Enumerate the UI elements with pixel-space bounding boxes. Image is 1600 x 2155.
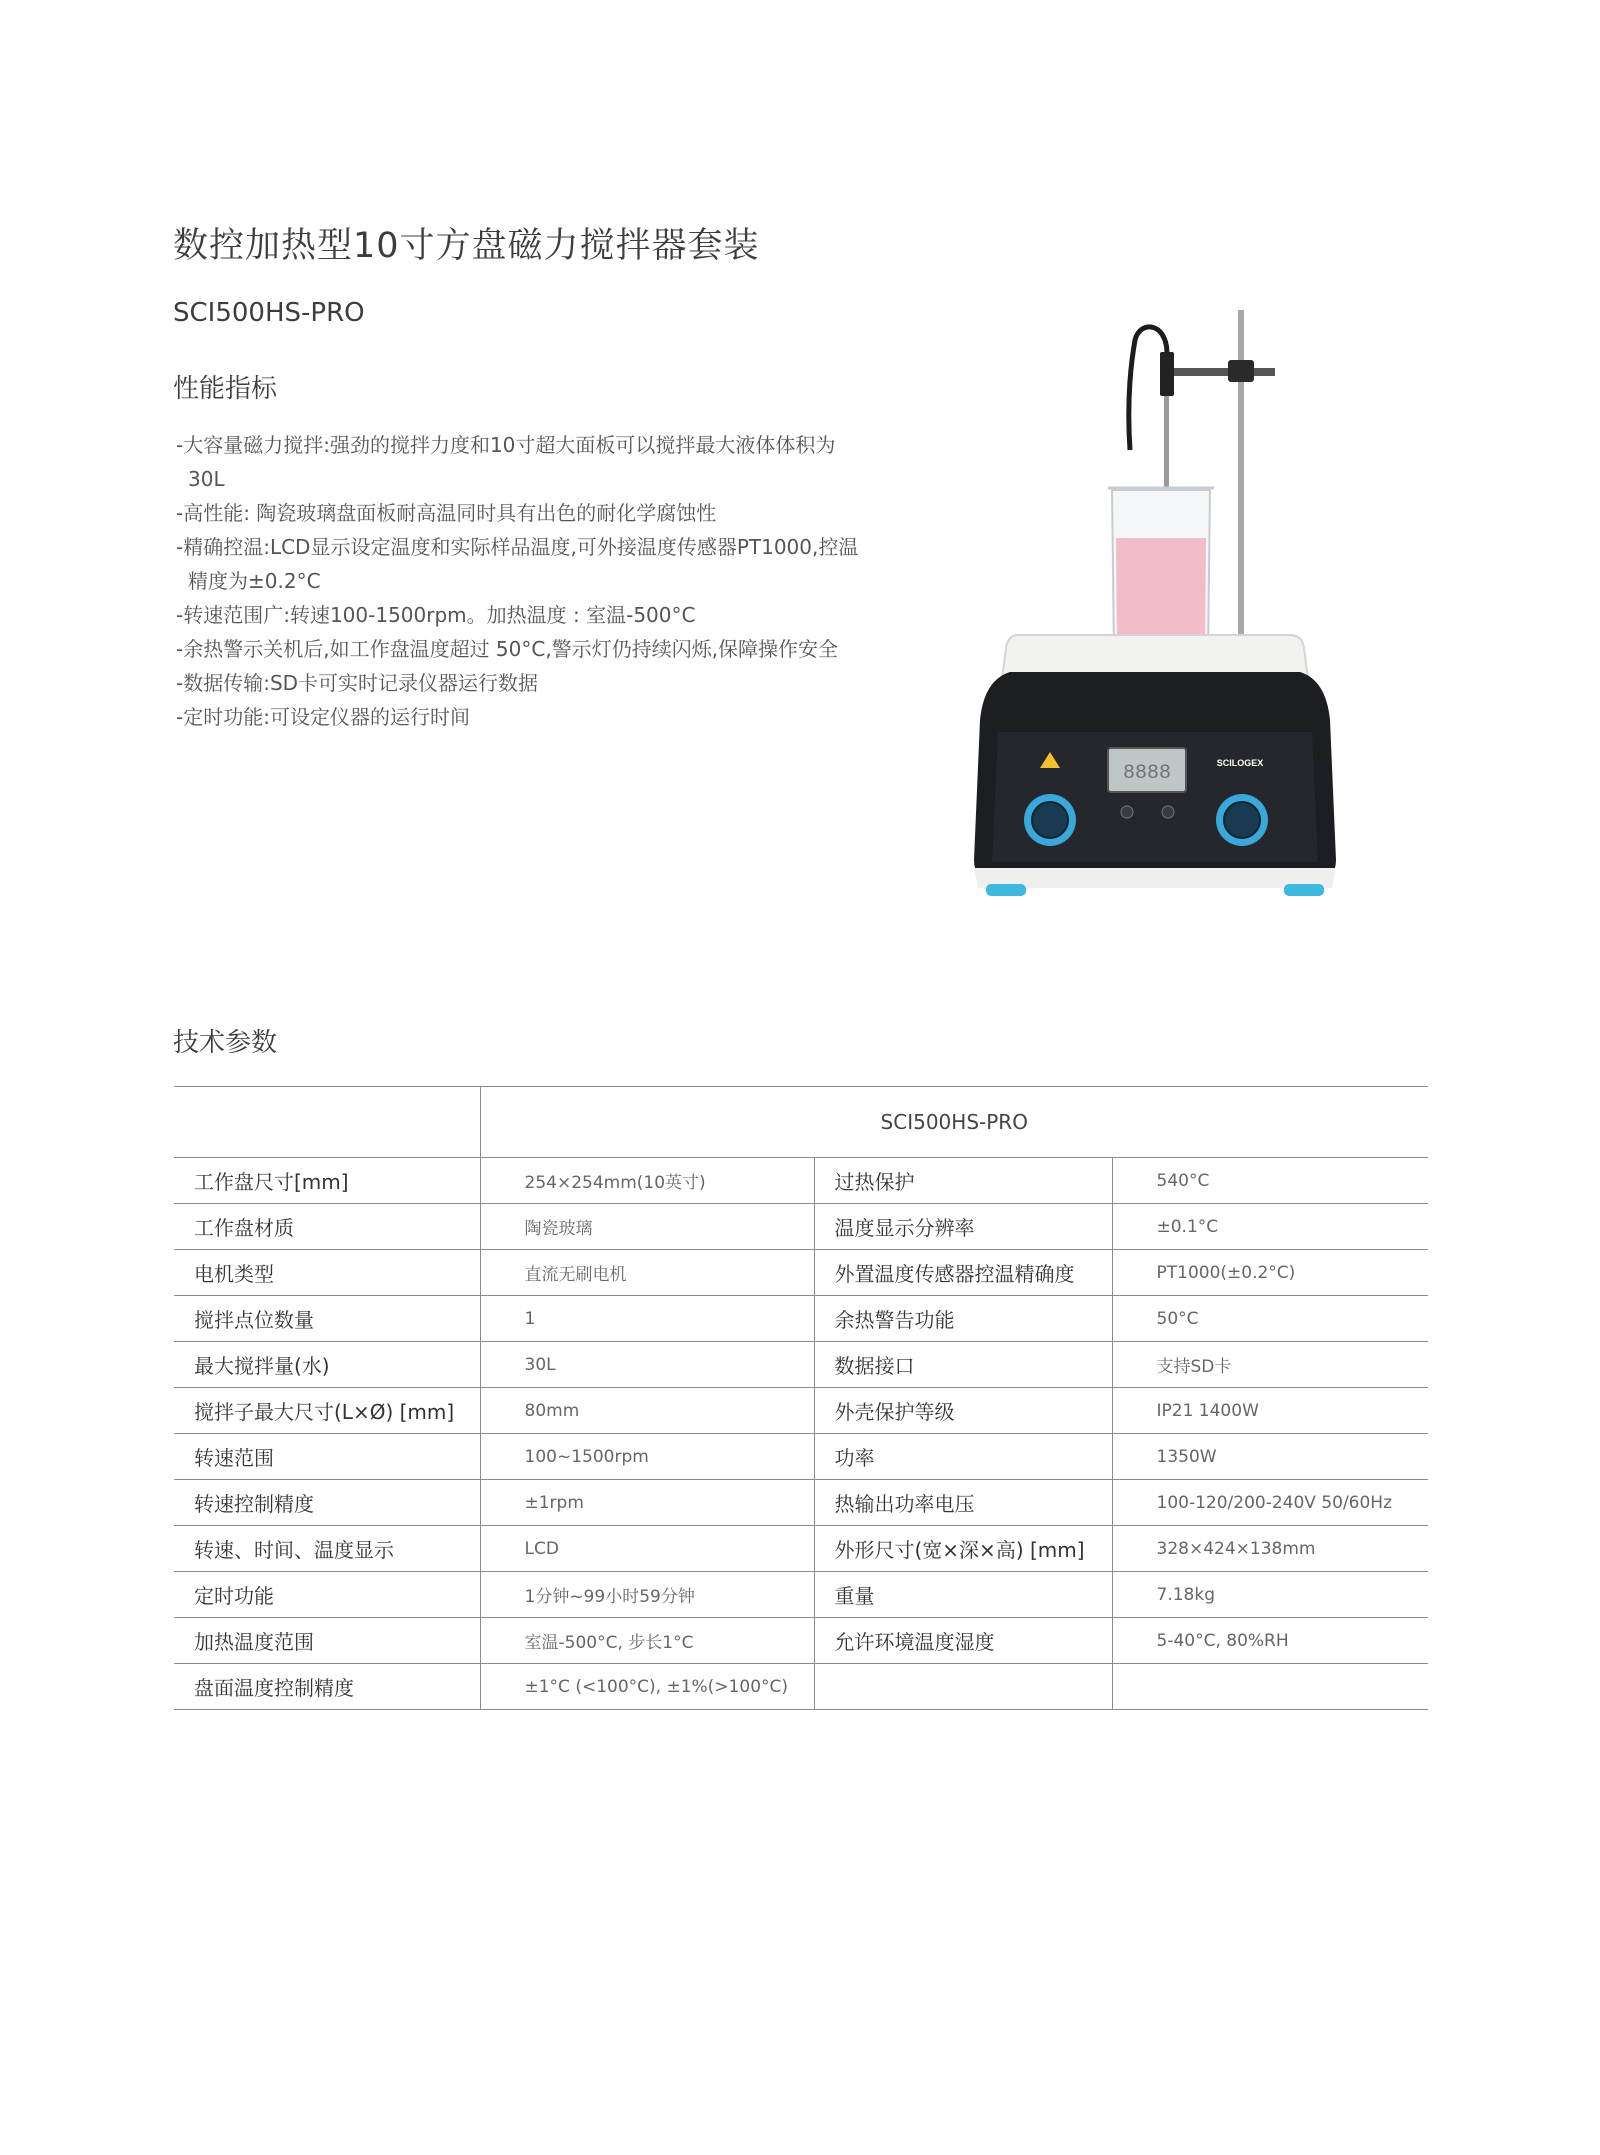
spec-value: 支持SD卡: [1112, 1342, 1428, 1388]
spec-label: 功率: [814, 1434, 1112, 1480]
left-foot: [986, 884, 1026, 896]
brand-logo: SCILOGEX: [1216, 758, 1264, 768]
spec-value: 30L: [480, 1342, 814, 1388]
table-row: [174, 1250, 1428, 1296]
spec-value: 室温-500°C, 步长1°C: [480, 1618, 814, 1664]
minus-button[interactable]: [1121, 806, 1133, 818]
spec-value: ±1°C (<100°C), ±1%(>100°C): [480, 1664, 814, 1710]
spec-value: 1: [480, 1296, 814, 1342]
probe-holder: [1160, 352, 1174, 396]
specs-table: [174, 1086, 1428, 1710]
feature-list: [176, 428, 866, 734]
feature-item: -大容量磁力搅拌:强劲的搅拌力度和10寸超大面板可以搅拌最大液体体积为30L: [176, 433, 836, 491]
spec-label: 电机类型: [174, 1250, 480, 1296]
lcd-digits: 8888: [1122, 762, 1172, 785]
spec-value: 50°C: [1112, 1296, 1428, 1342]
page-title: 数控加热型10寸方盘磁力搅拌器套装: [173, 226, 760, 266]
spec-label: 温度显示分辨率: [814, 1204, 1112, 1250]
spec-value: 100~1500rpm: [480, 1434, 814, 1480]
spec-label: 搅拌子最大尺寸(L×Ø) [mm]: [174, 1388, 480, 1434]
spec-value: 直流无刷电机: [480, 1250, 814, 1296]
spec-label: 热输出功率电压: [814, 1480, 1112, 1526]
spec-label: 外壳保护等级: [814, 1388, 1112, 1434]
spec-value: 328×424×138mm: [1112, 1526, 1428, 1572]
table-row: [174, 1572, 1428, 1618]
base-strip: [974, 868, 1336, 888]
spec-label: 外置温度传感器控温精确度: [814, 1250, 1112, 1296]
spec-label: 数据接口: [814, 1342, 1112, 1388]
feature-item: -定时功能:可设定仪器的运行时间: [176, 705, 470, 729]
spec-value: 100-120/200-240V 50/60Hz: [1112, 1480, 1428, 1526]
spec-value: 5-40°C, 80%RH: [1112, 1618, 1428, 1664]
model-header: SCI500HS-PRO: [480, 1087, 1428, 1158]
spec-value: 7.18kg: [1112, 1572, 1428, 1618]
spec-label: 转速控制精度: [174, 1480, 480, 1526]
spec-label: 加热温度范围: [174, 1618, 480, 1664]
spec-value: LCD: [480, 1526, 814, 1572]
spec-label: 盘面温度控制精度: [174, 1664, 480, 1710]
spec-label: 定时功能: [174, 1572, 480, 1618]
table-row: [174, 1388, 1428, 1434]
spec-label: 余热警告功能: [814, 1296, 1112, 1342]
spec-label: 过热保护: [814, 1158, 1112, 1204]
clamp-knob: [1228, 360, 1254, 382]
table-row: [174, 1204, 1428, 1250]
spec-value: ±1rpm: [480, 1480, 814, 1526]
spec-label: 最大搅拌量(水): [174, 1342, 480, 1388]
model-number: SCI500HS-PRO: [173, 298, 365, 328]
table-row: [174, 1480, 1428, 1526]
spec-label: [814, 1664, 1112, 1710]
feature-item: -余热警示关机后,如工作盘温度超过 50°C,警示灯仍持续闪烁,保障操作安全: [176, 637, 839, 661]
spec-value: 80mm: [480, 1388, 814, 1434]
right-foot: [1284, 884, 1324, 896]
feature-item: -高性能: 陶瓷玻璃盘面板耐高温同时具有出色的耐化学腐蚀性: [176, 501, 717, 525]
spec-label: 允许环境温度湿度: [814, 1618, 1112, 1664]
table-row: [174, 1434, 1428, 1480]
specs-heading: 技术参数: [173, 1028, 278, 1058]
spec-label: 工作盘材质: [174, 1204, 480, 1250]
table-row: [174, 1618, 1428, 1664]
table-row: [174, 1664, 1428, 1710]
spec-label: 转速范围: [174, 1434, 480, 1480]
spec-value: IP21 1400W: [1112, 1388, 1428, 1434]
spec-label: 工作盘尺寸[mm]: [174, 1158, 480, 1204]
spec-value: 1350W: [1112, 1434, 1428, 1480]
table-row: [174, 1526, 1428, 1572]
spec-value: 540°C: [1112, 1158, 1428, 1204]
plus-button[interactable]: [1162, 806, 1174, 818]
spec-value: 1分钟~99小时59分钟: [480, 1572, 814, 1618]
spec-value: 254×254mm(10英寸): [480, 1158, 814, 1204]
spec-value: ±0.1°C: [1112, 1204, 1428, 1250]
heat-knob[interactable]: [1032, 802, 1068, 838]
table-row: [174, 1296, 1428, 1342]
speed-knob[interactable]: [1224, 802, 1260, 838]
product-image: [950, 300, 1370, 900]
spec-value: 陶瓷玻璃: [480, 1204, 814, 1250]
table-header-row: [174, 1087, 1428, 1158]
table-row: [174, 1158, 1428, 1204]
feature-item: -转速范围广:转速100-1500rpm。加热温度 : 室温-500°C: [176, 603, 696, 627]
table-row: [174, 1342, 1428, 1388]
spec-label: 转速、时间、温度显示: [174, 1526, 480, 1572]
spec-label: 搅拌点位数量: [174, 1296, 480, 1342]
spec-label: 外形尺寸(宽×深×高) [mm]: [814, 1526, 1112, 1572]
spec-value: [1112, 1664, 1428, 1710]
spec-label: 重量: [814, 1572, 1112, 1618]
performance-heading: 性能指标: [173, 374, 278, 404]
spec-value: PT1000(±0.2°C): [1112, 1250, 1428, 1296]
feature-item: -数据传输:SD卡可实时记录仪器运行数据: [176, 671, 539, 695]
header-empty-cell: [174, 1087, 480, 1158]
clamp-arm: [1165, 368, 1275, 376]
feature-item: -精确控温:LCD显示设定温度和实际样品温度,可外接温度传感器PT1000,控温精度为±0.2°C: [176, 535, 859, 593]
